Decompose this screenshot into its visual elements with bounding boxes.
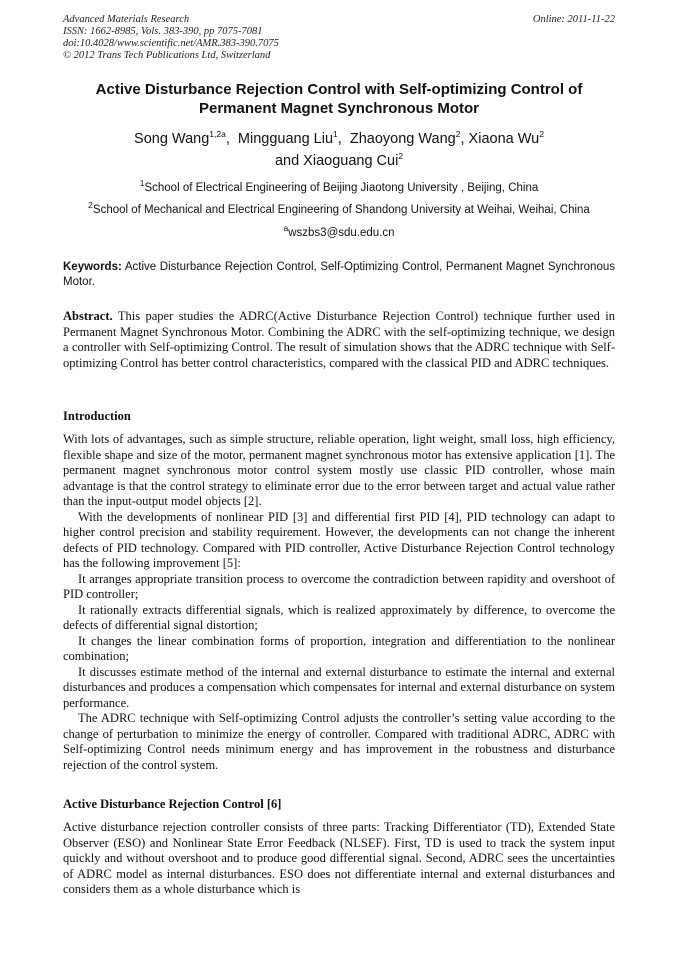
author-name: Xiaona Wu [468,131,540,147]
journal-name: Advanced Materials Research [63,14,190,25]
author-name: Song Wang [134,131,210,147]
affiliation-1 [50,178,628,195]
author-line-1 [63,128,615,150]
paragraph: With the developments of nonlinear PID [3] and differential first PID [4], PID technology can adapt to higher control precision and stability requirement. However, the developments can not change the inherent defects of PID technology. Compared with PID controller, Active Disturbance Rejection Control technology has the following improvement [5]: [63,509,615,570]
section-heading-adrc: Active Disturbance Rejection Control [6] [63,797,282,811]
author-list [63,128,615,172]
email-address[interactable]: wszbs3@sdu.edu.cn [288,227,395,239]
title-line-1: Active Disturbance Rejection Control with Self-optimizing Control of [95,81,583,98]
title-line-2: Permanent Magnet Synchronous Motor [198,100,480,117]
author-name: and Xiaoguang Cui [274,153,399,169]
keywords-text: Active Disturbance Rejection Control, Self-Optimizing Control, Permanent Magnet Synchronous Motor. [63,261,615,288]
section-heading-introduction: Introduction [63,409,131,423]
journal-header [63,14,615,62]
introduction-body [63,432,615,773]
paragraph: With lots of advantages, such as simple structure, reliable operation, light weight, small loss, high efficiency, flexible shape and size of the motor, permanent magnet synchronous motor has extensive application [1]. The permanent magnet synchronous motor control system mostly use classic PID controller, whose main advantage is that the control strategy to eliminate error due to the error between target and actual value rather than the input-output model objects [2]. [63,432,615,508]
abstract-label: Abstract. [63,309,113,323]
author-line-2 [63,150,615,172]
doi-line: doi:10.4028/www.scientific.net/AMR.383-390.7075 [63,38,279,49]
affiliation-text: School of Mechanical and Electrical Engineering of Shandong University at Weihai, Weihai, China [92,204,590,216]
paragraph: It arranges appropriate transition process to overcome the contradiction between rapidity and overshoot of PID controller; [63,571,615,601]
author-affiliation-mark: 2 [455,129,461,140]
affiliation-mark: 1 [139,178,145,189]
author-separator: , [225,131,238,147]
author-separator: , [460,131,469,147]
affiliation-text: School of Electrical Engineering of Beijing Jiaotong University , Beijing, China [144,182,539,194]
author-separator: , [337,131,350,147]
paragraph: It changes the linear combination forms of proportion, integration and differentiation to the nonlinear combination; [63,633,615,663]
author-affiliation-mark: 2 [398,151,404,162]
corresponding-email [63,223,615,240]
adrc-body [63,820,615,898]
abstract [63,309,615,371]
affiliation-2 [50,200,628,217]
author-affiliation-mark: 1 [333,129,338,140]
author-affiliation-mark: 1,2a [209,129,226,140]
abstract-text: This paper studies the ADRC(Active Disturbance Rejection Control) technique further used in Permanent Magnet Synchronous Motor. Combining the ADRC with the self-optimizing technique, we design a controller with Self-optimizing Control. The result of simulation shows that the ADRC technique with Self-optimizing Control has better control characteristics, compared with the classical PID and ADRC techniques. [63,309,615,370]
copyright-line: © 2012 Trans Tech Publications Ltd, Switzerland [63,50,271,61]
keywords-label: Keywords: [63,261,122,273]
author-affiliation-mark: 2 [539,129,544,140]
keywords [63,260,615,289]
online-date: Online: 2011-11-22 [532,14,615,25]
author-name: Mingguang Liu [237,131,334,147]
author-name: Zhaoyong Wang [349,131,456,147]
email-mark: a [283,223,289,234]
paragraph: It rationally extracts differential signals, which is realized approximately by difference, to overcome the defects of differential signal distortion; [63,602,615,632]
issn-line: ISSN: 1662-8985, Vols. 383-390, pp 7075-7081 [63,26,263,37]
paragraph: It discusses estimate method of the internal and external disturbance to estimate the internal and external disturbances and produces a compensation which compensates for internal and external disturbance on system performance. [63,664,615,710]
affiliation-mark: 2 [88,200,93,211]
paragraph: The ADRC technique with Self-optimizing Control adjusts the controller’s setting value according to the change of perturbation to minimize the energy of controller. Compared with traditional ADRC, ADRC with Self-optimizing Control needs minimum energy and has improvement in the robustness and disturbance rejection of the control system. [63,711,615,772]
paper-title [63,80,615,118]
paragraph: Active disturbance rejection controller consists of three parts: Tracking Differentiator (TD), Extended State Observer (ESO) and Nonlinear State Error Feedback (NLSEF). First, TD is used to track the system input quickly and without overshoot and to produce good differential signal. Second, ADRC sees the uncertainties of ADRC model as internal disturbances. ESO does not differentiate internal and external disturbances and considers them as a whole disturbance which is [63,820,615,896]
